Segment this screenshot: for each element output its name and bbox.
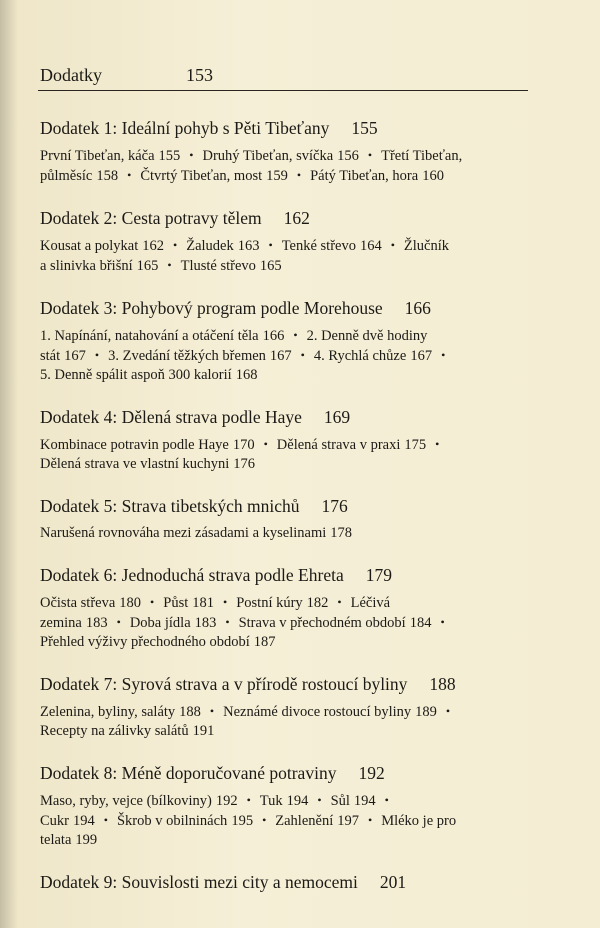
entry-label: Druhý Tibeťan, svíčka [202,148,334,164]
section-heading [40,870,540,894]
bullet-separator: • [337,595,342,609]
entry-label: Žaludek [186,238,234,254]
toc-section [40,206,540,276]
bullet-separator: • [189,148,194,162]
entry-label: 4. Rychlá chůze [313,348,407,364]
bullet-separator: • [367,148,373,162]
entry-page-number: 176 [233,456,255,472]
bullet-separator: • [103,813,108,827]
entry-page-number: 165 [259,258,282,274]
section-page-number: 192 [358,763,385,783]
entry-page-number: 197 [337,813,359,829]
entry-label: Zahlenění [275,813,334,829]
entry-label: Mléko je pro [381,813,457,829]
entry-page-number: 165 [136,258,159,274]
bullet-separator: • [368,813,373,827]
bullet-separator: • [263,437,268,451]
bullet-separator: • [300,348,305,362]
bullet-separator: • [209,704,215,718]
entry-page-number: 167 [64,348,86,364]
section-entries [40,435,540,474]
entry-label: Postní kúry [236,595,303,611]
toc-section [40,870,540,894]
entry-label: Recepty na zálivky salátů [40,723,189,739]
section-heading [40,761,540,785]
entry-line [40,236,540,256]
entry-line [40,524,540,543]
bullet-separator: • [317,793,322,807]
entry-label: Sůl [330,793,350,809]
section-title: Dodatek 1: Ideální pohyb s Pěti Tibeťany [40,118,330,138]
entry-line [40,831,540,850]
entry-label: Doba jídla [129,615,191,631]
entry-label: Žlučník [403,238,450,254]
entry-page-number: 182 [306,595,329,611]
entry-label: 5. Denně spálit aspoň 300 kalorií [40,367,232,383]
table-of-contents [40,116,540,914]
entry-label: Zelenina, byliny, saláty [40,704,176,720]
entry-page-number: 164 [359,238,382,254]
entry-label: Tenké střevo [281,238,356,254]
entry-line [40,593,540,613]
toc-section [40,563,540,652]
entry-line [40,455,540,474]
entry-page-number: 155 [158,148,181,164]
entry-label: Dělená strava v praxi [276,437,401,453]
bullet-separator: • [435,437,440,451]
entry-line [40,633,540,652]
entry-label: Tuk [259,793,283,809]
entry-page-number: 194 [286,793,309,809]
toc-section [40,494,540,543]
entry-line [40,791,540,811]
entry-label: a slinivka břišní [40,258,133,274]
entry-label: Narušená rovnováha mezi zásadami a kyselinami [40,525,327,541]
section-page-number: 179 [365,565,392,585]
section-heading [40,563,540,587]
page-edge-shadow [0,0,18,928]
entry-label: Očista střeva [40,595,116,611]
entry-page-number: 188 [179,704,201,720]
entry-line [40,702,540,722]
bullet-separator: • [167,258,172,272]
bullet-separator: • [296,168,302,182]
entry-line [40,326,540,346]
entry-label: Třetí Tibeťan, [381,148,463,164]
entry-page-number: 183 [85,615,108,631]
entry-page-number: 156 [337,148,359,164]
entry-label: Neznámé divoce rostoucí byliny [223,704,412,720]
section-page-number: 169 [323,407,351,427]
entry-page-number: 170 [232,437,255,453]
section-entries [40,326,540,385]
entry-page-number: 180 [119,595,142,611]
header-page-number: 153 [186,65,213,85]
entry-page-number: 167 [410,348,433,364]
section-page-number: 166 [404,298,431,318]
bullet-separator: • [390,238,395,252]
entry-page-number: 163 [237,238,260,254]
entry-page-number: 194 [73,813,95,829]
header-rule [38,90,528,91]
section-title: Dodatek 2: Cesta potravy tělem [40,208,262,228]
bullet-separator: • [262,813,267,827]
entry-label: Léčivá [350,595,391,611]
toc-section [40,761,540,850]
section-title: Dodatek 4: Dělená strava podle Haye [40,407,302,427]
entry-page-number: 199 [75,832,98,848]
bullet-separator: • [127,168,132,182]
entry-page-number: 162 [142,238,165,254]
entry-label: Strava v přechodném období [238,615,406,631]
entry-line [40,435,540,455]
section-heading [40,116,540,140]
entry-line [40,346,540,366]
section-title: Dodatek 7: Syrová strava a v přírodě rostoucí byliny [40,674,408,694]
section-page-number: 162 [283,208,310,228]
entry-label: Čtvrtý Tibeťan, most [140,168,263,184]
section-entries [40,593,540,652]
entry-page-number: 189 [415,704,437,720]
section-entries [40,236,540,276]
entry-label: Maso, ryby, vejce (bílkoviny) [40,793,212,809]
entry-page-number: 159 [266,168,288,184]
bullet-separator: • [116,615,121,629]
toc-section [40,116,540,186]
entry-line [40,166,540,186]
entry-page-number: 160 [422,168,444,184]
section-title: Dodatek 3: Pohybový program podle Morehouse [40,298,383,318]
section-heading [40,672,540,696]
entry-page-number: 183 [194,615,217,631]
section-entries [40,791,540,850]
section-page-number: 201 [379,872,407,892]
entry-page-number: 184 [409,615,432,631]
section-page-number: 155 [351,118,378,138]
section-entries [40,524,540,543]
section-heading [40,296,540,320]
bullet-separator: • [441,348,446,362]
entry-page-number: 194 [353,793,376,809]
entry-line [40,256,540,276]
section-title: Dodatek 9: Souvislosti mezi city a nemocemi [40,872,358,892]
bullet-separator: • [94,348,100,362]
entry-label: půlměsíc [40,168,93,184]
section-heading [40,206,540,230]
entry-line [40,722,540,741]
bullet-separator: • [223,595,228,609]
entry-page-number: 167 [269,348,292,364]
entry-page-number: 158 [96,168,119,184]
entry-label: První Tibeťan, káča [40,148,155,164]
bullet-separator: • [246,793,251,807]
entry-line [40,613,540,633]
toc-section [40,296,540,385]
entry-page-number: 178 [330,525,353,541]
section-heading [40,494,540,518]
entry-page-number: 195 [231,813,254,829]
bullet-separator: • [225,615,230,629]
header-title: Dodatky [40,65,102,85]
entry-label: 1. Napínání, natahování a otáčení těla [40,328,259,344]
section-title: Dodatek 6: Jednoduchá strava podle Ehreta [40,565,344,585]
bullet-separator: • [150,595,155,609]
entry-page-number: 192 [215,793,238,809]
entry-label: zemina [40,615,82,631]
entry-label: 2. Denně dvě hodiny [306,328,428,344]
entry-page-number: 175 [404,437,427,453]
section-heading [40,405,540,429]
bullet-separator: • [445,704,451,718]
entry-label: Pátý Tibeťan, hora [310,168,419,184]
bullet-separator: • [173,238,178,252]
toc-section [40,672,540,741]
entry-page-number: 181 [192,595,214,611]
bullet-separator: • [268,238,273,252]
entry-label: Půst [163,595,189,611]
entry-line [40,146,540,166]
entry-label: Tlusté střevo [180,258,256,274]
bullet-separator: • [440,615,445,629]
entry-line [40,366,540,385]
entry-label: 3. Zvedání těžkých břemen [108,348,266,364]
running-header [40,64,526,86]
entry-page-number: 168 [235,367,258,383]
entry-label: telata [40,832,72,848]
entry-label: Dělená strava ve vlastní kuchyni [40,456,230,472]
section-title: Dodatek 5: Strava tibetských mnichů [40,496,300,516]
section-page-number: 176 [321,496,348,516]
entry-label: Cukr [40,813,69,829]
entry-label: Kombinace potravin podle Haye [40,437,229,453]
section-title: Dodatek 8: Méně doporučované potraviny [40,763,337,783]
bullet-separator: • [293,328,298,342]
entry-line [40,811,540,831]
entry-label: stát [40,348,61,364]
bullet-separator: • [384,793,389,807]
entry-label: Přehled výživy přechodného období [40,634,250,650]
section-entries [40,702,540,741]
toc-section [40,405,540,474]
entry-label: Škrob v obilninách [116,813,228,829]
entry-label: Kousat a polykat [40,238,139,254]
entry-page-number: 166 [262,328,285,344]
section-entries [40,146,540,186]
entry-page-number: 187 [253,634,276,650]
section-page-number: 188 [429,674,456,694]
entry-page-number: 191 [192,723,215,739]
